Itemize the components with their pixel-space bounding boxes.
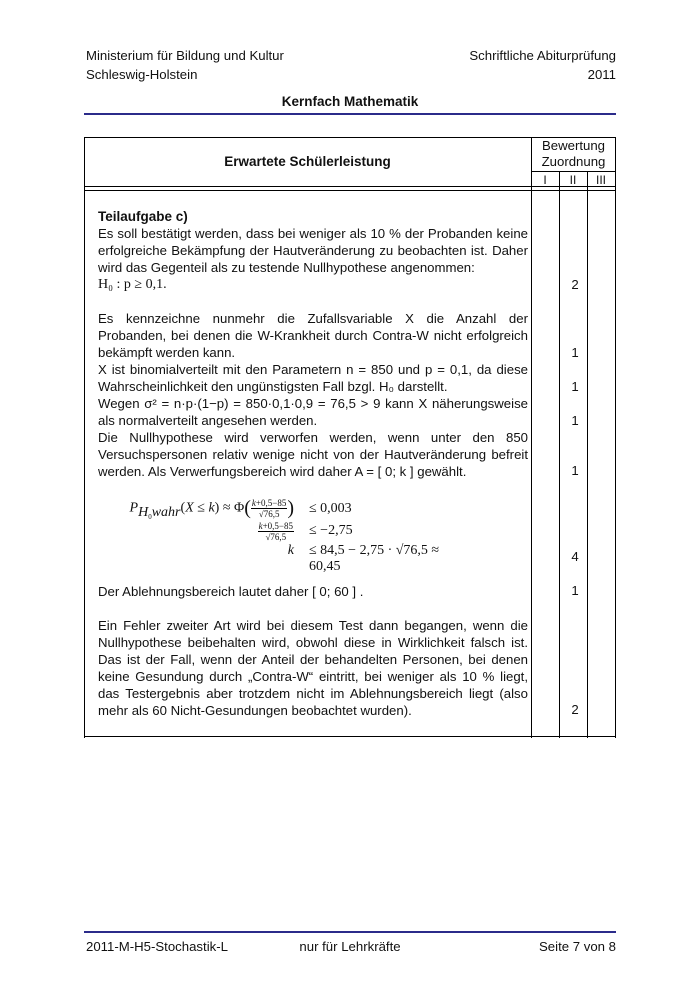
formula-line3-right: ≤ 84,5 − 2,75 · √76,5 ≈ 60,45 (309, 543, 440, 574)
document-code: 2011-M-H5-Stochastik-L (86, 939, 228, 954)
task-title: Teilaufgabe c) (98, 209, 188, 224)
audience-note: nur für Lehrkräfte (299, 939, 401, 954)
state-name: Schleswig-Holstein (86, 67, 198, 82)
page-number: Seite 7 von 8 (539, 939, 616, 954)
paragraph-rejection-region: Die Nullhypothese wird verworfen werden, wenn unter den 850 Versuchspersonen relativ wenige nicht von der Hautveränderung befreit werden. Als Verwerfungsbereich wird daher A = [ 0; k ] gewählt. (98, 430, 528, 479)
level-row-line (531, 171, 616, 172)
formula-line2-right: ≤ −2,75 (309, 523, 353, 538)
null-hypothesis-formula: H₀ : p ≥ 0,1. (98, 277, 167, 292)
points-entry: 2 (571, 702, 579, 717)
bewertung-label: Bewertung (541, 138, 606, 153)
paragraph-random-variable: Es kennzeichne nunmehr die Zufallsvariable X die Anzahl der Probanden, bei denen die W-Krankheit durch Contra-W nicht erfolgreich bekämpft werden kann. (98, 311, 528, 360)
table-title: Erwartete Schülerleistung (224, 154, 391, 169)
paragraph-result: Der Ablehnungsbereich lautet daher [ 0; 60 ] . (98, 584, 364, 599)
paragraph-variance: Wegen σ² = n·p·(1−p) = 850·0,1·0,9 = 76,5 > 9 kann X näherungsweise als normalverteilt angesehen werden. (98, 396, 528, 428)
footer-divider (84, 931, 616, 933)
normal-approximation-formula (104, 493, 464, 574)
level-I: I (543, 173, 547, 187)
formula-line3-left: k (287, 543, 294, 558)
formula-line2-left: $\frac{k+0,5-85}{√76,5}$ (258, 521, 293, 542)
paragraph-hypothesis-intro: Es soll bestätigt werden, dass bei weniger als 10 % der Probanden keine erfolgreiche Bekämpfung der Hautveränderung zu beobachten ist. Daher wird das Gegenteil als zu testende Nullhypothese angenommen: (98, 226, 528, 275)
table-border-left (84, 137, 85, 738)
points-entry: 4 (571, 549, 579, 564)
formula-line1-right: ≤ 0,003 (309, 501, 352, 516)
paragraph-type-two-error: Ein Fehler zweiter Art wird bei diesem Test dann begangen, wenn die Nullhypothese beibehalten wird, obwohl diese in Wirklichkeit falsch ist. Das ist der Fall, wenn der Anteil der behandelten Personen, bei denen keine Gesundung durch „Contra-W“ eintritt, bei weniger als 10 % liegt, das Testergebnis aber trotzdem nicht im Ablehnungsbereich liegt (also mehr als 60 Nicht-Gesundungen beobachtet wurden). (98, 618, 528, 718)
exam-year: 2011 (587, 67, 616, 82)
points-entry: 2 (571, 277, 579, 292)
formula-line1-left: $P_{H_0wahr}(X \le k) \approx \Phi$( $\frac{k+0,5-85}{√76,5}$ ) (129, 497, 294, 521)
points-entry: 1 (571, 413, 579, 428)
points-entry: 1 (571, 379, 579, 394)
column-divider-main (531, 137, 532, 738)
table-header-line-2 (84, 190, 616, 191)
subject-title: Kernfach Mathematik (281, 94, 419, 109)
column-divider-2 (587, 171, 588, 738)
exam-name: Schriftliche Abiturprüfung (469, 48, 616, 63)
points-entry: 1 (571, 583, 579, 598)
zuordnung-label: Zuordnung (541, 154, 606, 169)
level-II: II (569, 173, 577, 187)
header-right (469, 46, 616, 84)
points-entry: 1 (571, 345, 579, 360)
points-entry: 1 (571, 463, 579, 478)
table-border-right (615, 137, 616, 738)
level-III: III (595, 173, 606, 187)
column-divider-1 (559, 171, 560, 738)
ministry-name: Ministerium für Bildung und Kultur (86, 48, 284, 63)
header-divider (84, 113, 616, 115)
paragraph-binomial: X ist binomialverteilt mit den Parametern n = 850 und p = 0,1, da diese Wahrscheinlichkeit den ungünstigsten Fall bzgl. H₀ darstellt. (98, 362, 528, 394)
table-border-bottom (84, 736, 616, 737)
header-left (86, 46, 284, 84)
